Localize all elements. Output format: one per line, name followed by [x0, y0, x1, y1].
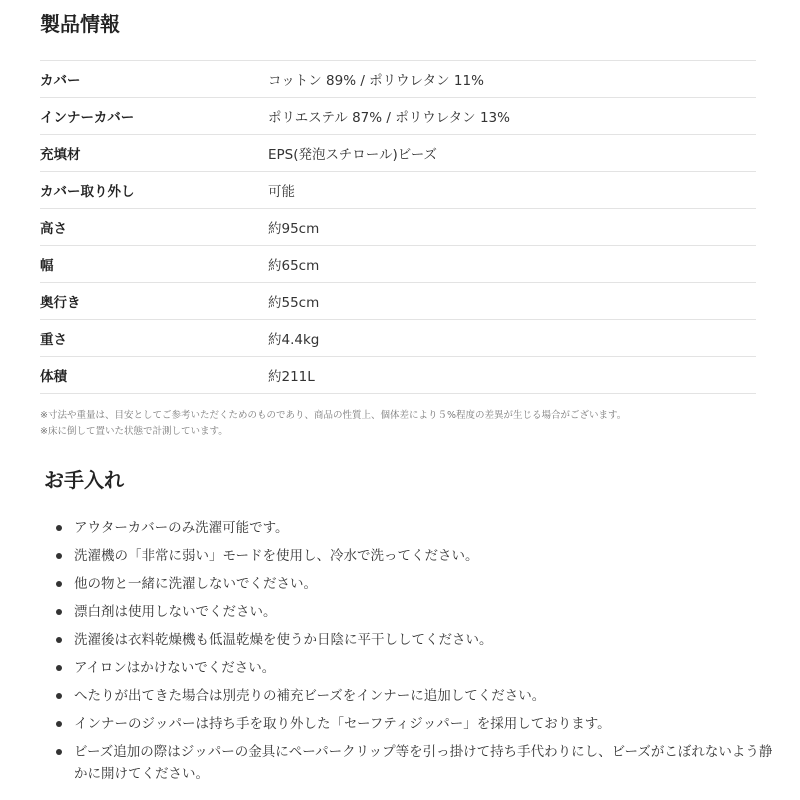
- spec-row-cover: [40, 61, 756, 98]
- spec-label: カバー取り外し: [40, 184, 135, 200]
- care-item-text: アイロンはかけないでください。: [74, 660, 276, 676]
- spec-value: 約211L: [268, 369, 315, 385]
- bullet-icon: [56, 749, 62, 755]
- list-item: [56, 601, 776, 623]
- list-item: [56, 629, 776, 651]
- spec-label: 充填材: [40, 147, 81, 163]
- spec-value: 可能: [268, 184, 295, 200]
- spec-value: コットン 89% / ポリウレタン 11%: [268, 73, 484, 89]
- spec-label: 重さ: [40, 332, 67, 348]
- spec-value: 約95cm: [268, 221, 320, 237]
- care-item-text: 漂白剤は使用しないでください。: [74, 604, 277, 620]
- list-item: [56, 713, 776, 735]
- spec-table: [40, 60, 756, 394]
- spec-note: ※寸法や重量は、目安としてご参考いただくためのものであり、商品の性質上、個体差により５%程度の差異が生じる場合がございます。: [40, 410, 627, 421]
- bullet-icon: [56, 609, 62, 615]
- spec-notes: [40, 408, 760, 440]
- list-item: [56, 573, 776, 595]
- spec-label: インナーカバー: [40, 110, 135, 126]
- bullet-icon: [56, 553, 62, 559]
- spec-section-title: 製品情報: [40, 12, 120, 36]
- spec-note: ※床に倒して置いた状態で計測しています。: [40, 426, 228, 437]
- care-section-title: お手入れ: [44, 468, 124, 492]
- care-item-text: 他の物と一緒に洗濯しないでください。: [74, 576, 317, 592]
- list-item: [56, 545, 776, 567]
- spec-row-inner-cover: [40, 98, 756, 135]
- spec-label: 体積: [40, 369, 67, 385]
- spec-row-filling: [40, 135, 756, 172]
- spec-label: カバー: [40, 73, 81, 89]
- spec-label: 高さ: [40, 221, 67, 237]
- spec-row-height: [40, 209, 756, 246]
- spec-value: EPS(発泡スチロール)ビーズ: [268, 147, 438, 163]
- list-item: [56, 657, 776, 679]
- spec-row-volume: [40, 357, 756, 394]
- spec-label: 奥行き: [40, 295, 81, 311]
- bullet-icon: [56, 693, 62, 699]
- spec-row-width: [40, 246, 756, 283]
- spec-value: 約4.4kg: [268, 332, 320, 348]
- spec-row-removable: [40, 172, 756, 209]
- care-item-text: 洗濯機の「非常に弱い」モードを使用し、冷水で洗ってください。: [74, 548, 479, 564]
- spec-label: 幅: [40, 258, 54, 274]
- spec-value: 約55cm: [268, 295, 320, 311]
- care-item-text: アウターカバーのみ洗濯可能です。: [74, 520, 289, 536]
- list-item: [56, 517, 776, 539]
- bullet-icon: [56, 721, 62, 727]
- list-item: [56, 741, 776, 785]
- spec-value: ポリエステル 87% / ポリウレタン 13%: [268, 110, 510, 126]
- care-item-text: インナーのジッパーは持ち手を取り外した「セーフティジッパー」を採用しております。: [74, 716, 611, 732]
- care-item-text: 洗濯後は衣料乾燥機も低温乾燥を使うか日陰に平干ししてください。: [74, 632, 493, 648]
- bullet-icon: [56, 665, 62, 671]
- list-item: [56, 685, 776, 707]
- care-item-text: へたりが出てきた場合は別売りの補充ビーズをインナーに追加してください。: [74, 688, 546, 704]
- spec-value: 約65cm: [268, 258, 320, 274]
- spec-row-depth: [40, 283, 756, 320]
- care-list: [56, 517, 776, 791]
- bullet-icon: [56, 637, 62, 643]
- care-item-text: ビーズ追加の際はジッパーの金具にペーパークリップ等を引っ掛けて持ち手代わりにし、ビーズがこぼれないよう静かに開けてください。: [74, 744, 773, 782]
- bullet-icon: [56, 525, 62, 531]
- bullet-icon: [56, 581, 62, 587]
- spec-row-weight: [40, 320, 756, 357]
